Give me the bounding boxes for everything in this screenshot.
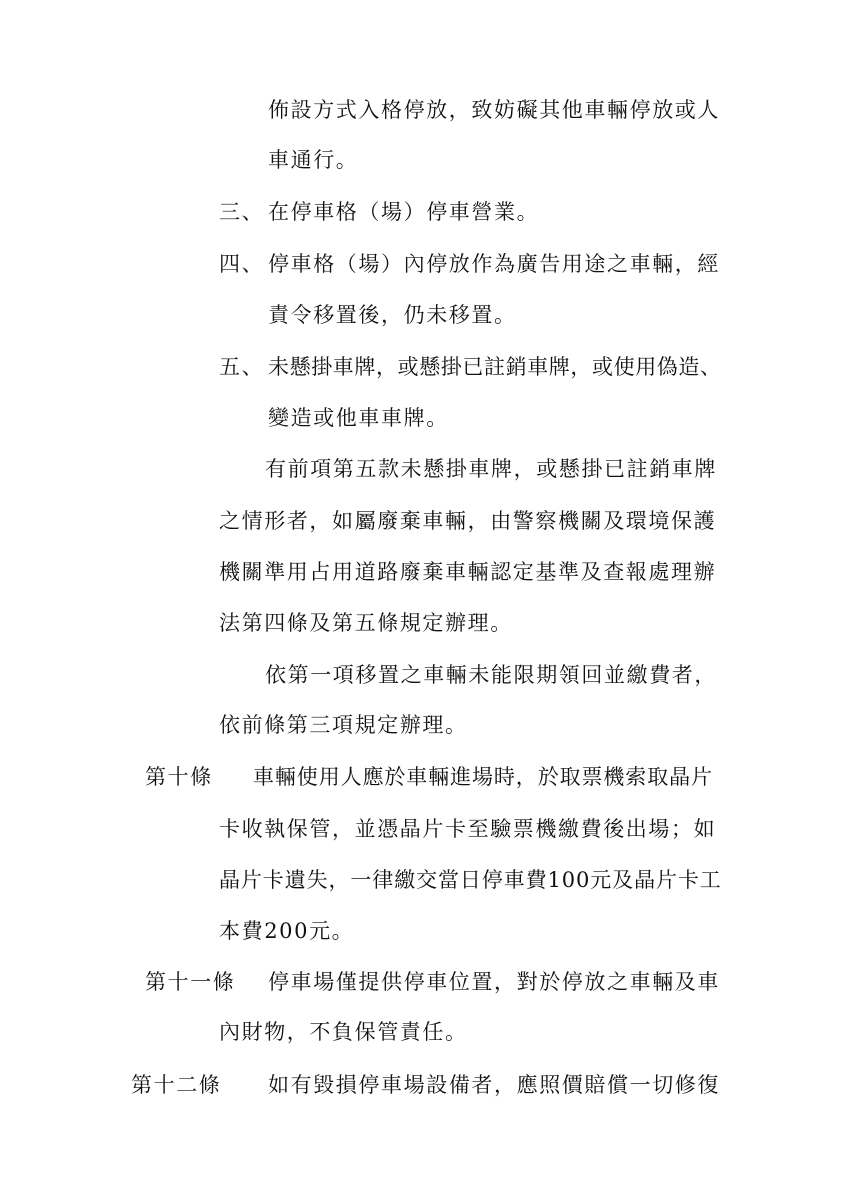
- text-line: 之情形者，如屬廢棄車輛，由警察機關及環境保護: [219, 509, 717, 533]
- text-line: 有前項第五款未懸掛車牌，或懸掛已註銷車牌: [265, 457, 717, 481]
- text-line: 在停車格（場）停車營業。: [268, 200, 540, 224]
- text-line: 如有毀損停車場設備者，應照價賠償一切修復: [268, 1073, 720, 1097]
- text-line: 機關準用占用道路廢棄車輛認定基準及查報處理辦: [219, 560, 717, 584]
- item-number: 三、: [219, 200, 265, 224]
- text-line: 卡收執保管，並憑晶片卡至驗票機繳費後出場；如: [219, 817, 717, 841]
- text-line: 本費200元。: [219, 919, 355, 943]
- text-line: 責令移置後，仍未移置。: [268, 303, 517, 327]
- article-label: 第十條: [145, 765, 213, 789]
- text-line: 依第一項移置之車輛未能限期領回並繳費者，: [265, 663, 717, 687]
- text-line: 未懸掛車牌，或懸掛已註銷車牌，或使用偽造、: [268, 355, 722, 379]
- text-line: 車通行。: [268, 148, 359, 172]
- item-number: 五、: [219, 355, 265, 379]
- text-line: 車輛使用人應於車輛進場時，於取票機索取晶片: [253, 765, 713, 789]
- text-line: 依前條第三項規定辦理。: [219, 713, 468, 737]
- article-label: 第十一條: [145, 970, 236, 994]
- text-line: 停車格（場）內停放作為廣告用途之車輛，經: [268, 252, 720, 276]
- article-label: 第十二條: [131, 1073, 222, 1097]
- text-line: 晶片卡遺失，一律繳交當日停車費100元及晶片卡工: [219, 868, 722, 892]
- text-line: 佈設方式入格停放，致妨礙其他車輛停放或人: [268, 98, 720, 122]
- text-line: 變造或他車車牌。: [268, 406, 449, 430]
- text-line: 內財物，不負保管責任。: [219, 1020, 468, 1044]
- text-line: 停車場僅提供停車位置，對於停放之車輛及車: [268, 970, 720, 994]
- text-line: 法第四條及第五條規定辦理。: [219, 611, 513, 635]
- item-number: 四、: [219, 252, 265, 276]
